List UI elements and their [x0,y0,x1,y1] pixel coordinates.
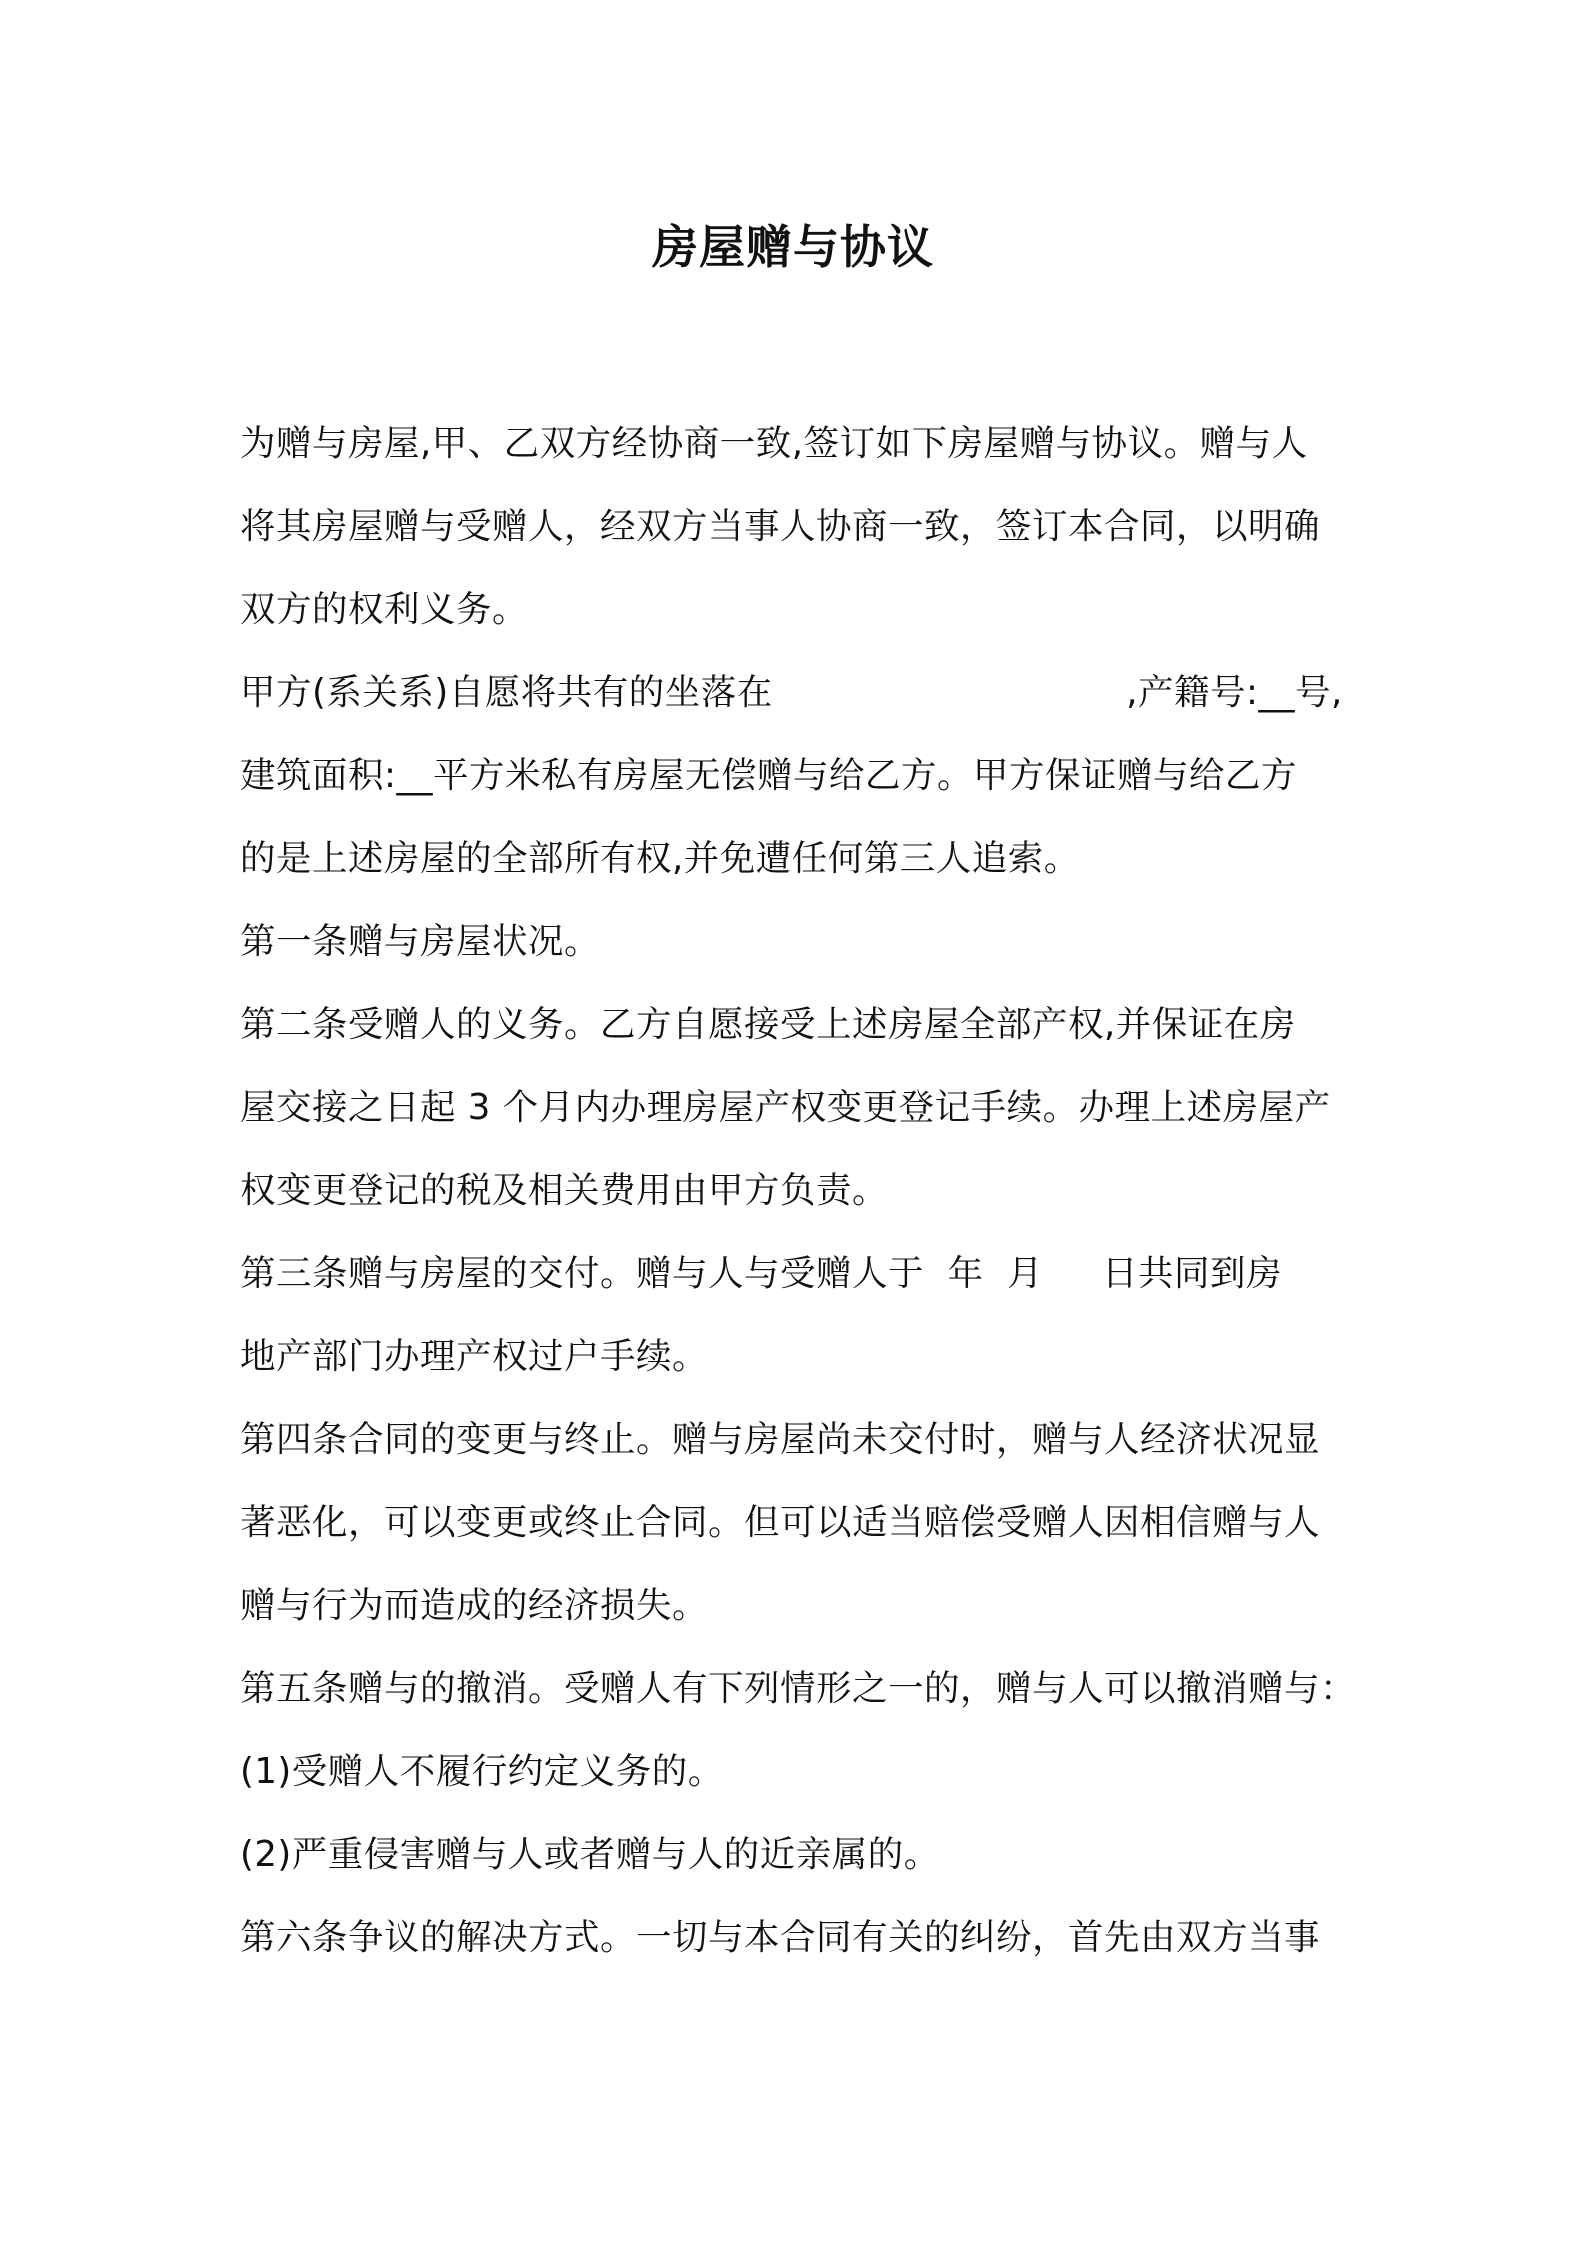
body-line: (2)严重侵害赠与人或者赠与人的近亲属的。 [240,1834,940,1875]
body-line: 第四条合同的变更与终止。赠与房屋尚未交付时，赠与人经济状况显 [240,1419,1321,1460]
body-line: 建筑面积:__平方米私有房屋无偿赠与给乙方。甲方保证赠与给乙方 [240,755,1297,796]
body-line: 为赠与房屋,甲、乙双方经协商一致,签订如下房屋赠与协议。赠与人 [240,423,1308,464]
document-title: 房屋赠与协议 [652,220,934,274]
body-line: 屋交接之日起 3 个月内办理房屋产权变更登记手续。办理上述房屋产 [240,1087,1331,1128]
body-line: (1)受赠人不履行约定义务的。 [240,1751,724,1792]
body-line: 甲方(系关系)自愿将共有的坐落在 ,产籍号:__号, [240,672,1343,713]
body-line: 第二条受赠人的义务。乙方自愿接受上述房屋全部产权,并保证在房 [240,1004,1296,1045]
body-line: 第一条赠与房屋状况。 [240,921,601,962]
body-line: 地产部门办理产权过户手续。 [240,1336,709,1377]
body-line: 第六条争议的解决方式。一切与本合同有关的纠纷，首先由双方当事 [240,1917,1321,1958]
body-line: 著恶化，可以变更或终止合同。但可以适当赔偿受赠人因相信赠与人 [240,1502,1321,1543]
body-line: 将其房屋赠与受赠人，经双方当事人协商一致，签订本合同，以明确 [240,506,1321,547]
body-line: 权变更登记的税及相关费用由甲方负责。 [240,1170,889,1211]
body-line: 赠与行为而造成的经济损失。 [240,1585,709,1626]
body-line: 第五条赠与的撤消。受赠人有下列情形之一的，赠与人可以撤消赠与： [240,1668,1357,1709]
body-line: 双方的权利义务。 [240,589,529,630]
body-line: 第三条赠与房屋的交付。赠与人与受赠人于 年 月 日共同到房 [240,1253,1283,1294]
body-line: 的是上述房屋的全部所有权,并免遭任何第三人追索。 [240,838,1080,879]
document-body [240,402,1360,1979]
